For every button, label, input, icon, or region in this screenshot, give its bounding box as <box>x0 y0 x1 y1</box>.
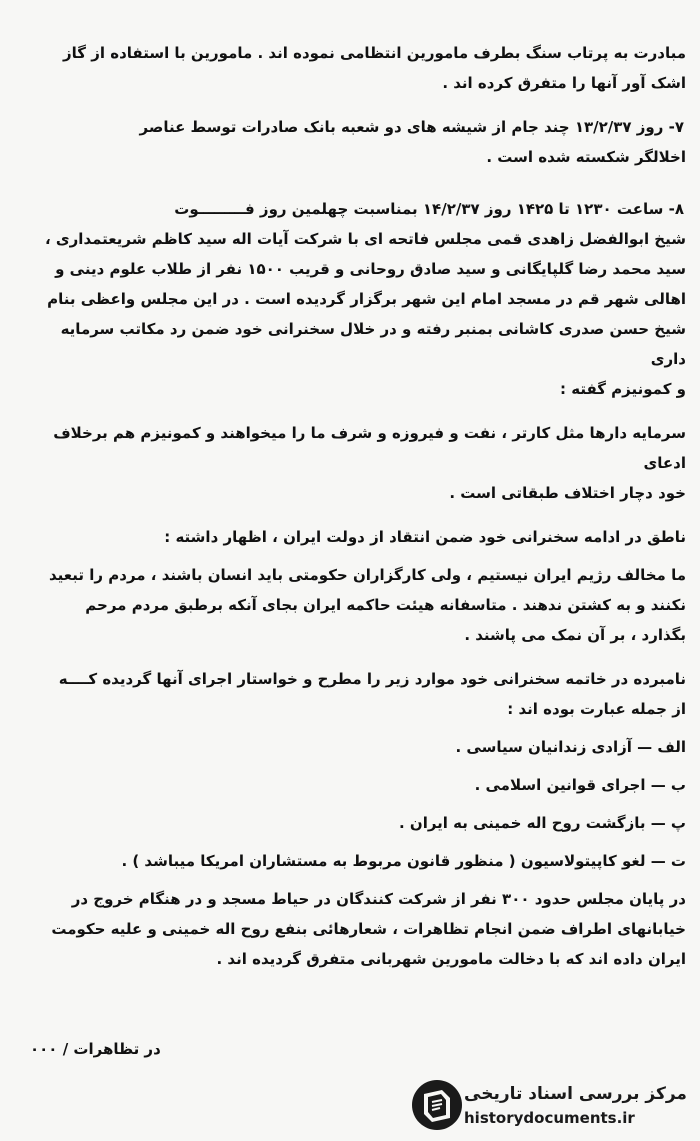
watermark-text <box>464 1081 687 1129</box>
text-line-item-8: ۸- ساعت ۱۲۳۰ تا ۱۴۲۵ روز ۱۴/۲/۳۷ بمناسبت چهلمین روز فـــــــــوت <box>174 200 684 218</box>
text-line: اشک آور آنها را متفرق کرده اند . <box>442 74 686 92</box>
archive-url: historydocuments.ir <box>464 1109 635 1127</box>
text-line: ایران داده اند که با دخالت مامورین شهربانی متفرق گردیده اند . <box>216 950 686 968</box>
text-line: اهالی شهر قم در مسجد امام این شهر برگزار گردیده است . در این مجلس واعظی بنام <box>47 290 686 308</box>
text-line: شیخ حسن صدری کاشانی بمنبر رفته و در خلال سخنرانی خود ضمن رد مکاتب سرمایه داری <box>60 320 686 368</box>
archive-logo-icon <box>410 1078 464 1132</box>
text-line: مبادرت به پرتاب سنگ بطرف مامورین انتظامی نموده اند . مامورین با استفاده از گاز <box>63 44 686 62</box>
demand-item-te: ت — لغو کاپیتولاسیون ( منظور قانون مربوط به مستشاران امریکا میباشد ) . <box>121 852 686 870</box>
text-line: اخلالگر شکسته شده است . <box>486 148 686 166</box>
text-line: خیابانهای اطراف ضمن انجام تظاهرات ، شعارهائی بنفع روح اله خمینی و علیه حکومت <box>51 920 686 938</box>
text-line: ما مخالف رژیم ایران نیستیم ، ولی کارگزاران حکومتی باید انسان باشند ، مردم را تبعید <box>49 566 686 584</box>
text-line: ناطق در ادامه سخنرانی خود ضمن انتقاد از دولت ایران ، اظهار داشته : <box>164 528 686 546</box>
archive-title: مرکز بررسی اسناد تاریخی <box>464 1084 687 1104</box>
text-line: سرمایه دارها مثل کارتر ، نفت و فیروزه و شرف ما را میخواهند و کمونیزم هم برخلاف ادعای <box>53 424 686 472</box>
text-line: از جمله عبارت بوده اند : <box>507 700 686 718</box>
demand-item-be: ب — اجرای قوانین اسلامی . <box>474 776 686 794</box>
signature-note: در تظاهرات / ۰۰۰ <box>30 1040 161 1058</box>
text-line: نکنند و به کشتن ندهند . متاسفانه هیئت حاکمه ایران بجای آنکه برطبق مردم مرحم <box>85 596 686 614</box>
document-body <box>22 38 686 974</box>
text-line: و کمونیزم گفته : <box>560 380 686 398</box>
text-line-item-7: ۷- روز ۱۳/۲/۳۷ چند جام از شیشه های دو شعبه بانک صادرات توسط عناصر <box>139 118 684 136</box>
watermark-footer <box>402 1074 692 1136</box>
demand-item-alef: الف — آزادی زندانیان سیاسی . <box>455 738 686 756</box>
text-line: نامبرده در خاتمه سخنرانی خود موارد زیر را مطرح و خواستار اجرای آنها گردیده کــــه <box>58 670 686 688</box>
text-line: بگذارد ، بر آن نمک می پاشند . <box>464 626 686 644</box>
text-line: شیخ ابوالفضل زاهدی قمی مجلس فاتحه ای با شرکت آیات اله سید کاظم شریعتمداری ، <box>45 230 686 248</box>
text-line: خود دچار اختلاف طبقاتی است . <box>449 484 686 502</box>
demand-item-pe: پ — بازگشت روح اله خمینی به ایران . <box>398 814 686 832</box>
text-line: در پایان مجلس حدود ۳۰۰ نفر از شرکت کنندگان در حیاط مسجد و در هنگام خروج در <box>71 890 686 908</box>
text-line: سید محمد رضا گلپایگانی و سید صادق روحانی و قریب ۱۵۰۰ نفر از طلاب علوم دینی و <box>55 260 686 278</box>
